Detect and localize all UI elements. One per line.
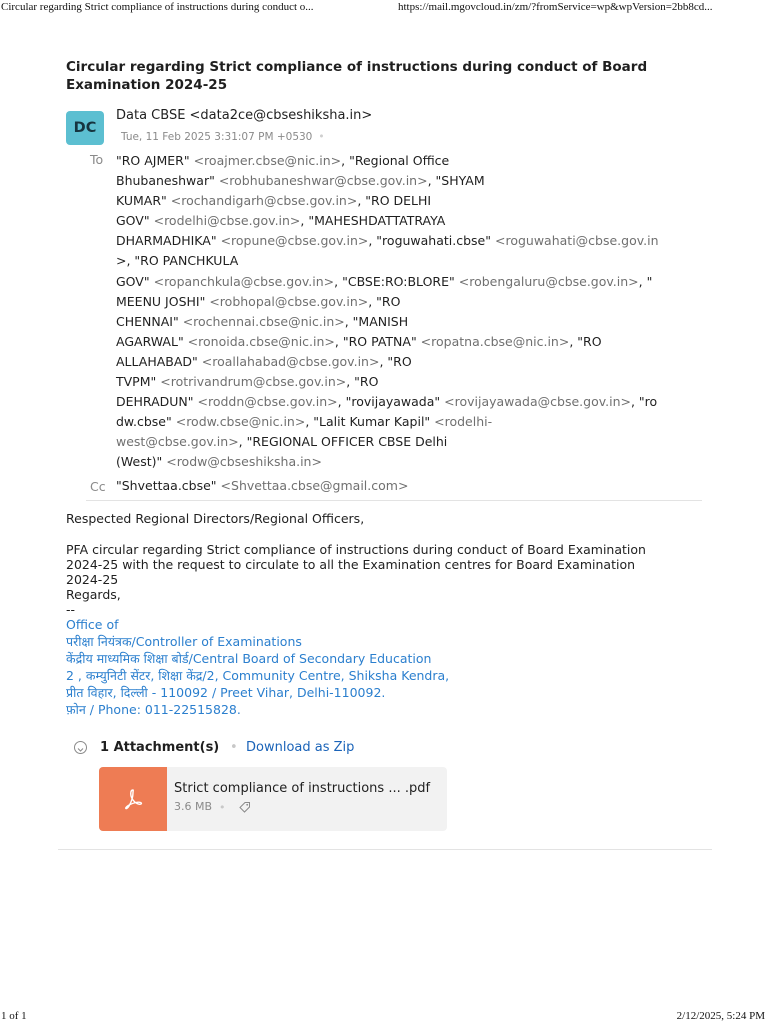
to-recipient-address[interactable]: <rodelhi-: [434, 414, 493, 430]
attachment-header-dot: •: [230, 740, 238, 755]
to-recipient-line: [116, 211, 706, 231]
to-recipient-name[interactable]: dw.cbse": [116, 414, 176, 430]
signature-block: [66, 616, 706, 718]
to-recipient-name[interactable]: GOV": [116, 213, 154, 229]
to-recipient-address[interactable]: <rovijayawada@cbse.gov.in>: [444, 394, 631, 410]
to-recipient-address[interactable]: <roallahabad@cbse.gov.in>: [201, 353, 380, 369]
page-number: 1 of 1: [1, 1010, 27, 1022]
to-recipient-name[interactable]: AGARWAL": [116, 333, 188, 349]
body-line-3: 2024-25: [66, 572, 119, 587]
attachment-count: 1 Attachment(s): [100, 740, 220, 755]
to-recipient-name[interactable]: , "CBSE:RO:BLORE": [334, 273, 459, 289]
to-recipient-name[interactable]: , "rovijayawada": [337, 394, 445, 410]
to-recipient-name[interactable]: KUMAR": [116, 193, 171, 209]
to-recipient-address[interactable]: <ropanchkula@cbse.gov.in>: [153, 273, 335, 289]
to-recipient-line: [116, 151, 706, 171]
print-title: Circular regarding Strict compliance of instructions during conduct o...: [1, 1, 314, 13]
print-url: https://mail.mgovcloud.in/zm/?fromService=wp&wpVersion=2bb8cd...: [398, 1, 713, 13]
attachment-file-size: 3.6 MB: [174, 800, 213, 813]
to-recipients: [116, 151, 706, 473]
cc-recipients: [116, 478, 408, 493]
subject-line-2: Examination 2024-25: [66, 77, 228, 93]
to-recipient-name[interactable]: , "RO PANCHKULA: [126, 253, 239, 269]
to-recipient-line: [116, 432, 706, 452]
subject-line-1: Circular regarding Strict compliance of instructions during conduct of Board: [66, 59, 648, 75]
cc-recipient-address[interactable]: <Shvettaa.cbse@gmail.com>: [220, 478, 409, 493]
to-recipient-name[interactable]: , "RO: [368, 293, 401, 309]
email-date: [121, 131, 325, 143]
to-recipient-name[interactable]: GOV": [116, 273, 154, 289]
to-recipient-address[interactable]: <rodw.cbse@nic.in>: [175, 414, 306, 430]
signature-line: फ़ोन / Phone: 011-22515828.: [66, 702, 241, 717]
attachment-card[interactable]: [99, 767, 447, 831]
to-recipient-name[interactable]: , "ro: [630, 394, 658, 410]
body-greeting: Respected Regional Directors/Regional Officers,: [66, 511, 365, 526]
download-zip-link[interactable]: Download as Zip: [246, 740, 355, 755]
to-recipient-line: [116, 352, 706, 372]
message-end-divider: [58, 849, 712, 850]
to-recipient-line: [116, 372, 706, 392]
to-recipient-line: [116, 272, 706, 292]
to-recipient-address[interactable]: <roajmer.cbse@nic.in>: [193, 153, 342, 168]
sender-avatar[interactable]: DC: [66, 111, 104, 145]
to-recipient-line: [116, 312, 706, 332]
to-recipient-name[interactable]: Bhubaneshwar": [116, 173, 219, 189]
signature-line: 2 , कम्युनिटी सेंटर, शिक्षा केंद्र/2, Community Centre, Shiksha Kendra,: [66, 668, 450, 683]
to-recipient-line: [116, 412, 706, 432]
signature-line: Office of: [66, 617, 119, 632]
signature-line: केंद्रीय माध्यमिक शिक्षा बोर्ड/Central Board of Secondary Education: [66, 651, 432, 666]
to-recipient-name[interactable]: , "Regional Office: [341, 153, 450, 168]
to-recipient-name[interactable]: , ": [638, 273, 653, 289]
to-recipient-name[interactable]: TVPM": [116, 374, 161, 390]
to-recipient-name[interactable]: , "RO DELHI: [357, 193, 432, 209]
to-recipient-name[interactable]: , "roguwahati.cbse": [368, 233, 495, 249]
body-paragraph: [66, 542, 706, 617]
to-recipient-name[interactable]: , "RO: [379, 353, 412, 369]
to-recipient-name[interactable]: DHARMADHIKA": [116, 233, 221, 249]
attachment-file-name[interactable]: Strict compliance of instructions ... .pdf: [174, 781, 431, 796]
to-recipient-name[interactable]: , "MANISH: [344, 313, 409, 329]
to-recipient-address[interactable]: <rodw@cbseshiksha.in>: [166, 454, 322, 470]
to-recipient-address[interactable]: <robengaluru@cbse.gov.in>: [458, 273, 639, 289]
signature-line: परीक्षा नियंत्रक/Controller of Examinations: [66, 634, 302, 649]
to-recipient-address[interactable]: <rodelhi@cbse.gov.in>: [153, 213, 301, 229]
to-recipient-name[interactable]: , "RO PATNA": [334, 333, 421, 349]
to-recipient-name[interactable]: (West)": [116, 454, 167, 470]
to-recipient-line: [116, 452, 706, 472]
to-recipient-address[interactable]: west@cbse.gov.in>: [116, 434, 239, 450]
signature-separator: --: [66, 602, 76, 617]
attachment-size-dot: •: [219, 801, 226, 814]
to-recipient-name[interactable]: CHENNAI": [116, 313, 183, 329]
to-recipient-line: [116, 171, 706, 191]
to-recipient-address[interactable]: <rochandigarh@cbse.gov.in>: [170, 193, 358, 209]
to-recipient-line: [116, 251, 706, 271]
to-recipient-address[interactable]: <rochennai.cbse@nic.in>: [182, 313, 345, 329]
header-divider: [86, 500, 702, 501]
cc-label: Cc: [90, 479, 106, 494]
to-label: To: [90, 152, 104, 167]
to-recipient-name[interactable]: DEHRADUN": [116, 394, 198, 410]
to-recipient-address[interactable]: <ropatna.cbse@nic.in>: [420, 333, 570, 349]
to-recipient-line: [116, 231, 706, 251]
to-recipient-address[interactable]: <roddn@cbse.gov.in>: [197, 394, 338, 410]
to-recipient-name[interactable]: "RO AJMER": [116, 153, 194, 168]
signature-line: प्रीत विहार, दिल्ली - 110092 / Preet Vihar, Delhi-110092.: [66, 685, 386, 700]
email-date-text: Tue, 11 Feb 2025 3:31:07 PM +0530: [121, 131, 313, 143]
tag-icon[interactable]: [239, 801, 251, 813]
to-recipient-name[interactable]: , "REGIONAL OFFICER CBSE Delhi: [238, 434, 448, 450]
to-recipient-address[interactable]: <ropune@cbse.gov.in>: [220, 233, 369, 249]
print-timestamp: 2/12/2025, 5:24 PM: [676, 1010, 765, 1022]
body-regards: Regards,: [66, 587, 121, 602]
chevron-down-icon[interactable]: [74, 741, 87, 754]
to-recipient-name[interactable]: MEENU JOSHI": [116, 293, 210, 309]
cc-recipient-name[interactable]: "Shvettaa.cbse": [116, 478, 221, 493]
to-recipient-name[interactable]: , "RO: [346, 374, 379, 390]
to-recipient-line: [116, 332, 706, 352]
to-recipient-name[interactable]: , "SHYAM: [427, 173, 485, 189]
date-separator-dot: •: [318, 131, 325, 143]
to-recipient-address[interactable]: <roguwahati@cbse.gov.in: [494, 233, 659, 249]
to-recipient-line: [116, 392, 706, 412]
to-recipient-address[interactable]: <ronoida.cbse@nic.in>: [187, 333, 335, 349]
to-recipient-name[interactable]: , "MAHESHDATTATRAYA: [300, 213, 446, 229]
body-line-2: 2024-25 with the request to circulate to all the Examination centres for Board Examination: [66, 557, 636, 572]
sender-name[interactable]: Data CBSE <data2ce@cbseshiksha.in>: [116, 108, 373, 123]
to-recipient-name[interactable]: >: [116, 253, 127, 269]
pdf-icon: [121, 787, 145, 811]
to-recipient-line: [116, 292, 706, 312]
email-subject: [66, 58, 686, 94]
to-recipient-name[interactable]: ALLAHABAD": [116, 353, 202, 369]
to-recipient-address[interactable]: <rotrivandrum@cbse.gov.in>: [160, 374, 347, 390]
to-recipient-address[interactable]: <robhopal@cbse.gov.in>: [209, 293, 369, 309]
to-recipient-name[interactable]: , "RO: [569, 333, 602, 349]
to-recipient-line: [116, 191, 706, 211]
to-recipient-name[interactable]: , "Lalit Kumar Kapil": [305, 414, 435, 430]
body-line-1: PFA circular regarding Strict compliance of instructions during conduct of Board Examination: [66, 542, 646, 557]
to-recipient-address[interactable]: <robhubaneshwar@cbse.gov.in>: [218, 173, 428, 189]
pdf-file-tile: [99, 767, 167, 831]
